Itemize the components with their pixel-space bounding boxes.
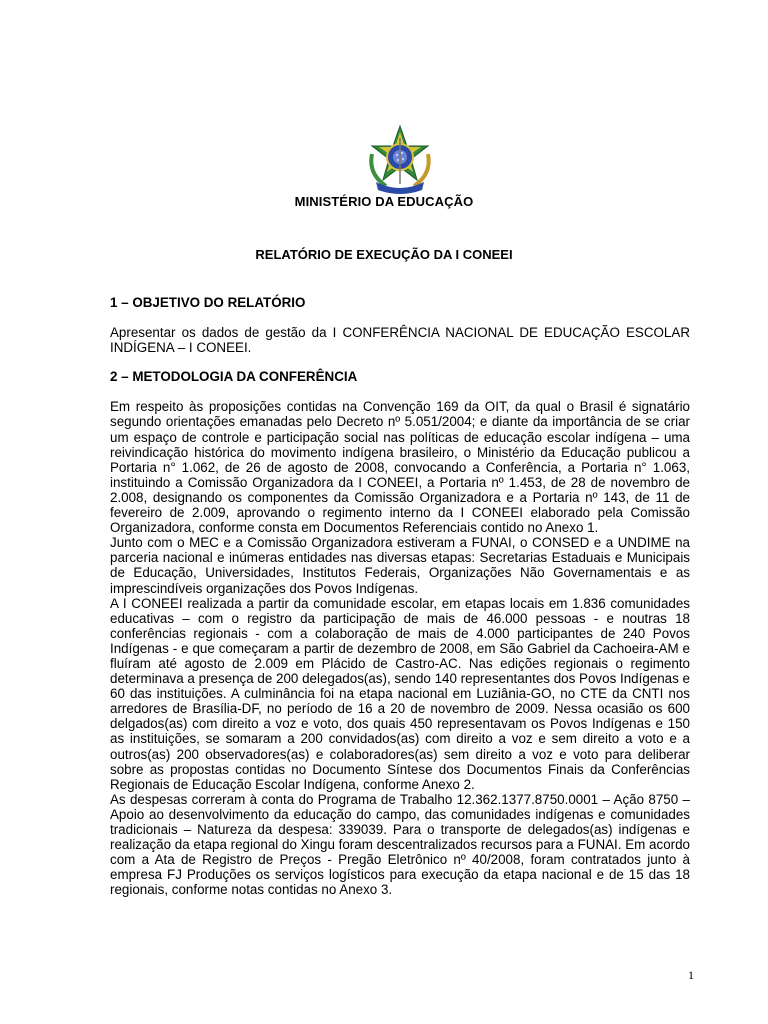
methodology-paragraph: As despesas correram à conta do Programa de Trabalho 12.362.1377.8750.0001 – Ação 8750 – Apoio ao desenvolvimento da educação do campo, das comunidades indígenas e comunidades tradicionais – Natureza da despesa: 339039. Para o transporte de delegados(as) indígenas e realização da etapa regional do Xingu foram descentralizados recursos para a FUNAI. Em acordo com a Ata de Registro de Preços - Pregão Eletrônico nº 40/2008, foram contratados junto à empresa FJ Produções os serviços logísticos para execução da etapa nacional e de 15 das 18 regionais, conforme notas contidas no Anexo 3.	[110, 791, 690, 898]
document-body	[110, 295, 690, 897]
methodology-paragraph: Junto com o MEC e a Comissão Organizadora estiveram a FUNAI, o CONSED e a UNDIME na parceria nacional e inúmeras entidades nas diversas etapas: Secretarias Estaduais e Municipais de Educação, Universidades, Institutos Federais, Organizações Não Governamentais e as imprescindíveis organizações dos Povos Indígenas.	[110, 535, 690, 596]
page-number: 1	[688, 968, 694, 982]
ministry-title: MINISTÉRIO DA EDUCAÇÃO	[294, 194, 474, 209]
brazil-coat-of-arms-icon	[362, 124, 438, 196]
methodology-paragraph: Em respeito às proposições contidas na Convenção 169 da OIT, da qual o Brasil é signatário segundo orientações emanadas pelo Decreto nº 5.051/2004; e diante da importância de se criar um espaço de controle e participação social nas políticas de educação escolar indígena – uma reivindicação histórica do movimento indígena brasileiro, o Ministério da Educação publicou a Portaria n° 1.062, de 26 de agosto de 2008, convocando a Conferência, a Portaria n° 1.063, instituindo a Comissão Organizadora da I CONEEI, a Portaria nº 1.453, de 28 de novembro de 2.008, designando os componentes da Comissão Organizadora e a Portaria nº 143, de 11 de fevereiro de 2.009, aprovando o regimento interno da I CONEEI elaborado pela Comissão Organizadora, conforme consta em Documentos Referenciais contido no Anexo 1.	[110, 399, 690, 536]
report-title: RELATÓRIO DE EXECUÇÃO DA I CONEEI	[255, 247, 513, 262]
objective-paragraph: Apresentar os dados de gestão da I CONFERÊNCIA NACIONAL DE EDUCAÇÃO ESCOLAR INDÍGENA – I CONEEI.	[110, 325, 690, 356]
section-heading-methodology: 2 – METODOLOGIA DA CONFERÊNCIA	[110, 369, 358, 385]
section-heading-objective: 1 – OBJETIVO DO RELATÓRIO	[110, 295, 306, 310]
methodology-paragraph: A I CONEEI realizada a partir da comunidade escolar, em etapas locais em 1.836 comunidades educativas – com o registro da participação de mais de 46.000 pessoas - e noutras 18 conferências regionais - com a colaboração de mais de 4.000 participantes de 240 Povos Indígenas - e que começaram a partir de dezembro de 2008, em São Gabriel da Cachoeira-AM e fluíram até agosto de 2.009 em Plácido de Castro-AC. Nas edições regionais o regimento determinava a presença de 200 delegados(as), sendo 140 representantes dos Povos Indígenas e 60 das instituições. A culminância foi na etapa nacional em Luziânia-GO, no CTE da CNTI nos arredores de Brasília-DF, no período de 16 a 20 de novembro de 2009. Nessa ocasião os 600 delgados(as) com direito a voz e voto, dos quais 450 representavam os Povos Indígenas e 150 as instituições, se somaram a 200 convidados(as) com direito a voz e sem direito a voto e a outros(as) 200 observadores(as) e colaboradores(as) sem direito a voz e voto para deliberar sobre as propostas contidas no Documento Síntese dos Documentos Finais da Conferências Regionais de Educação Escolar Indígena, conforme Anexo 2.	[110, 595, 690, 792]
